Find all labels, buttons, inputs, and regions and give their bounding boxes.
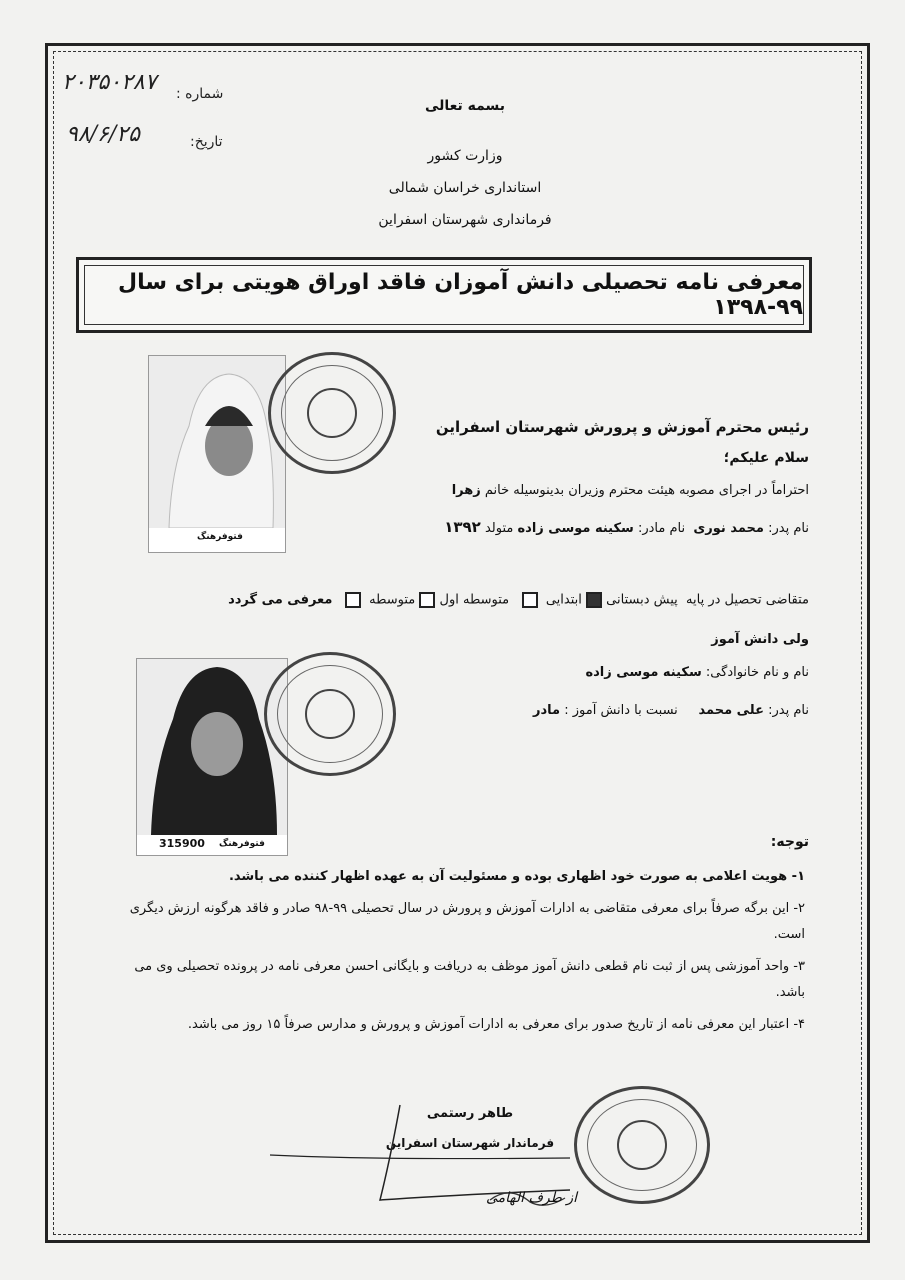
- guardian-photo-caption: فتوفرهنگ: [219, 839, 265, 849]
- basmala: بسمه تعالی: [424, 98, 506, 114]
- checkbox-primary[interactable]: [586, 592, 602, 608]
- official-stamp-1: [268, 352, 396, 474]
- relation-value: مادر: [533, 703, 561, 718]
- signatory-position: فرماندار شهرستان اسفراین: [385, 1136, 555, 1150]
- notes-list: [105, 864, 805, 1038]
- grade-option-0: پیش دبستانی: [606, 592, 678, 608]
- checkbox-middle-2[interactable]: [419, 592, 435, 608]
- checkbox-middle-1[interactable]: [522, 592, 538, 608]
- emblem-icon: [617, 1120, 667, 1170]
- guardian-portrait: [137, 659, 287, 835]
- grade-option-3: متوسطه: [369, 592, 416, 608]
- father-label: نام پدر:: [768, 521, 809, 536]
- number-value: ۲۰۳۵۰۲۸۷: [62, 70, 157, 95]
- notes-heading: توجه:: [770, 834, 809, 850]
- title-banner: [76, 257, 812, 333]
- student-photo-caption: فتوفرهنگ: [197, 532, 243, 542]
- guardian-name-value: سکینه موسی زاده: [585, 665, 702, 680]
- mother-value: سکینه موسی زاده: [517, 521, 634, 536]
- note-item-4: ۴- اعتبار این معرفی نامه از تاریخ صدور برای معرفی به ادارات آموزش و پرورش و مدارس صرفاً ۱۵ روز می باشد.: [187, 1017, 805, 1032]
- checkbox-secondary[interactable]: [345, 592, 361, 608]
- mother-label: نام مادر:: [637, 521, 686, 536]
- grade-end-text: معرفی می گردد: [228, 592, 333, 608]
- grade-request-text: متقاضی تحصیل در پایه: [686, 592, 809, 608]
- date-value: ۹۸/۶/۲۵: [66, 122, 140, 147]
- org-line-2: استانداری خراسان شمالی: [388, 180, 542, 196]
- born-value: ۱۳۹۲: [444, 518, 481, 536]
- org-line-3: فرمانداری شهرستان اسفراین: [378, 212, 552, 228]
- father-value: محمد نوری: [693, 521, 764, 536]
- org-line-1: وزارت کشور: [427, 148, 503, 164]
- addressee: رئیس محترم آموزش و پرورش شهرستان اسفراین: [435, 418, 809, 436]
- grade-line: [109, 592, 809, 608]
- guardian-heading: ولی دانش آموز: [711, 632, 809, 647]
- student-name: زهرا: [451, 483, 481, 498]
- guardian-photo: [136, 658, 288, 856]
- guardian-name-label: نام و نام خانوادگی:: [705, 665, 809, 680]
- official-stamp-3: [574, 1086, 710, 1204]
- greeting: سلام علیکم؛: [723, 450, 809, 466]
- handwritten-signature: از طرف الهامی: [486, 1190, 577, 1206]
- guardian-father-value: علی محمد: [698, 703, 764, 718]
- grade-option-2: متوسطه اول: [439, 592, 510, 608]
- document-title: معرفی نامه تحصیلی دانش آموزان فاقد اوراق هویتی برای سال ۹۹-۱۳۹۸: [84, 265, 804, 325]
- note-item-3: ۳- واحد آموزشی پس از ثبت نام قطعی دانش آموز موظف به دریافت و بایگانی احسن معرفی نامه در پرونده تحصیلی وی می باشد.: [134, 959, 805, 1000]
- note-item-2: ۲- این برگه صرفاً برای معرفی متقاضی به ادارات آموزش و پرورش در سال تحصیلی ۹۹-۹۸ صادر و فاقد هرگونه ارزش دیگری است.: [129, 901, 805, 942]
- student-portrait: [149, 356, 285, 528]
- signatory-name: طاهر رستمی: [426, 1106, 514, 1121]
- date-label: تاریخ:: [190, 134, 223, 150]
- note-item-1: ۱- هویت اعلامی به صورت خود اظهاری بوده و مسئولیت آن به عهده اظهار کننده می باشد.: [228, 869, 805, 884]
- grade-option-1: ابتدایی: [545, 592, 582, 608]
- born-label: متولد: [484, 521, 514, 536]
- number-label: شماره :: [176, 86, 224, 102]
- intro-text: احتراماً در اجرای مصوبه هیئت محترم وزیران بدینوسیله خانم: [484, 483, 809, 498]
- guardian-father-label: نام پدر:: [768, 703, 809, 718]
- guardian-photo-number: 315900: [159, 837, 205, 850]
- relation-label: نسبت با دانش آموز :: [564, 703, 678, 718]
